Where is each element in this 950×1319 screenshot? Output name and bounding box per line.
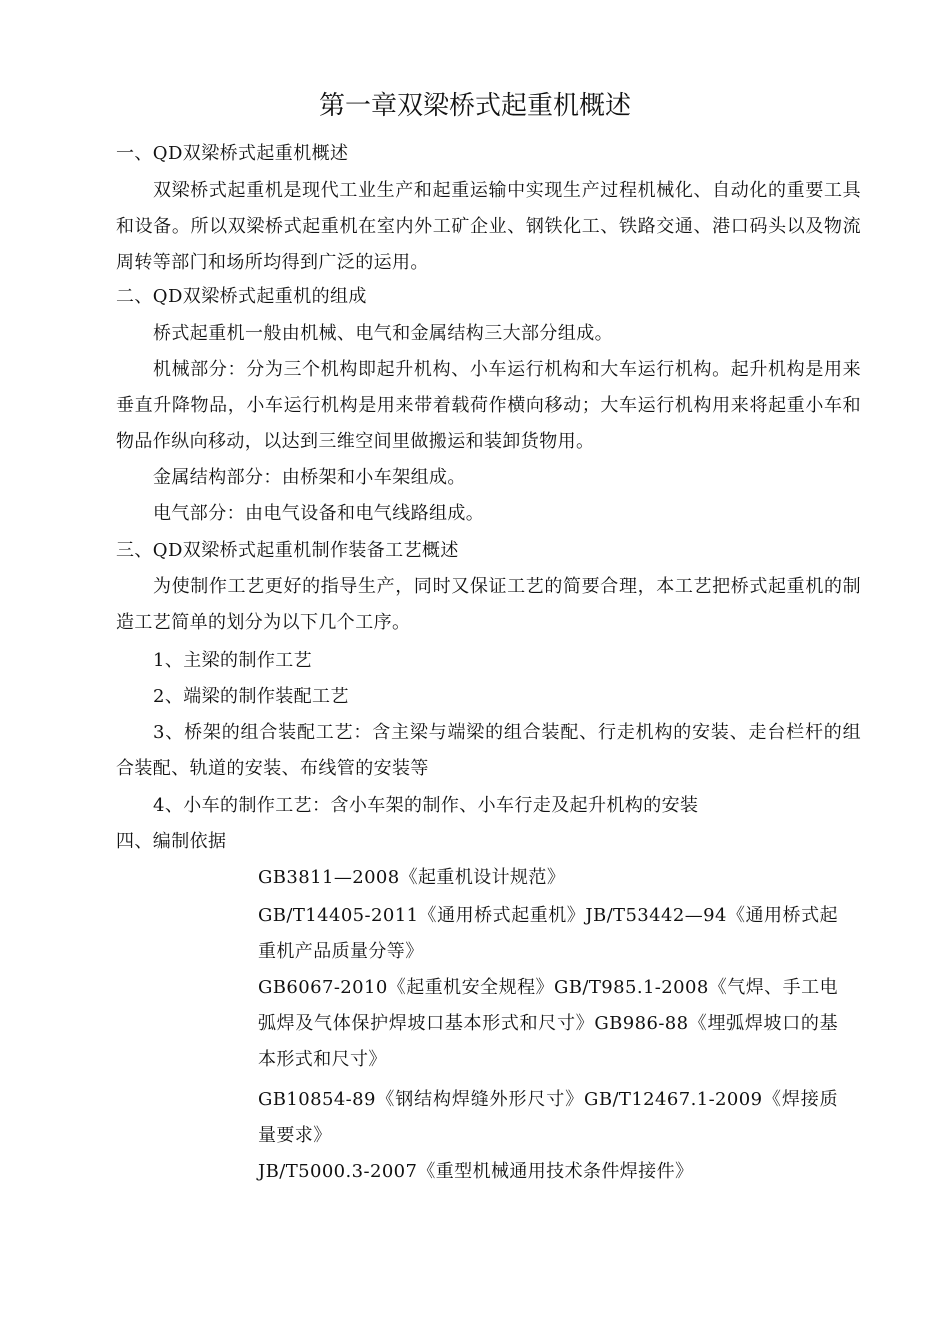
section-2-paragraph-2: 机械部分：分为三个机构即起升机构、小车运行机构和大车运行机构。起升机构是用来垂直升降物品，小车运行机构是用来带着载荷作横向移动；大车运行机构用来将起重小车和物品作纵向移动，以达到三维空间里做搬运和装卸货物用。 [116,359,861,452]
section-2-heading: 二、QD双梁桥式起重机的组成 [116,286,367,307]
section-4-heading: 四、编制依据 [116,831,227,852]
section-2-paragraph-4: 电气部分：由电气设备和电气线路组成。 [153,503,485,524]
section-3-paragraph: 为使制作工艺更好的指导生产，同时又保证工艺的简要合理，本工艺把桥式起重机的制造工艺简单的划分为以下几个工序。 [116,576,861,633]
section-1-paragraph: 双梁桥式起重机是现代工业生产和起重运输中实现生产过程机械化、自动化的重要工具和设备。所以双梁桥式起重机在室内外工矿企业、钢铁化工、铁路交通、港口码头以及物流周转等部门和场所均得到广泛的运用。 [116,180,861,273]
section-3-item-1: 1、主梁的制作工艺 [153,650,313,671]
reference-3: GB6067-2010《起重机安全规程》GB/T985.1-2008《气焊、手工电弧焊及气体保护焊坡口基本形式和尺寸》GB986-88《埋弧焊坡口的基本形式和尺寸》 [258,977,838,1070]
section-3-item-3: 3、桥架的组合装配工艺：含主梁与端梁的组合装配、行走机构的安装、走台栏杆的组合装配、轨道的安装、布线管的安装等 [116,722,861,779]
reference-1: GB3811—2008《起重机设计规范》 [258,867,566,888]
reference-5: JB/T5000.3-2007《重型机械通用技术条件焊接件》 [258,1161,694,1182]
reference-2: GB/T14405-2011《通用桥式起重机》JB/T53442—94《通用桥式起重机产品质量分等》 [258,905,838,962]
reference-4: GB10854-89《钢结构焊缝外形尺寸》GB/T12467.1-2009《焊接质量要求》 [258,1089,838,1146]
section-3-item-2: 2、端梁的制作装配工艺 [153,686,349,707]
section-2-paragraph-3: 金属结构部分：由桥架和小车架组成。 [153,467,466,488]
chapter-title: 第一章双梁桥式起重机概述 [318,91,631,121]
section-1-heading: 一、QD双梁桥式起重机概述 [116,143,349,164]
section-2-paragraph-1: 桥式起重机一般由机械、电气和金属结构三大部分组成。 [153,323,613,344]
section-3-heading: 三、QD双梁桥式起重机制作装备工艺概述 [116,540,459,561]
section-3-item-4: 4、小车的制作工艺：含小车架的制作、小车行走及起升机构的安装 [153,795,699,816]
